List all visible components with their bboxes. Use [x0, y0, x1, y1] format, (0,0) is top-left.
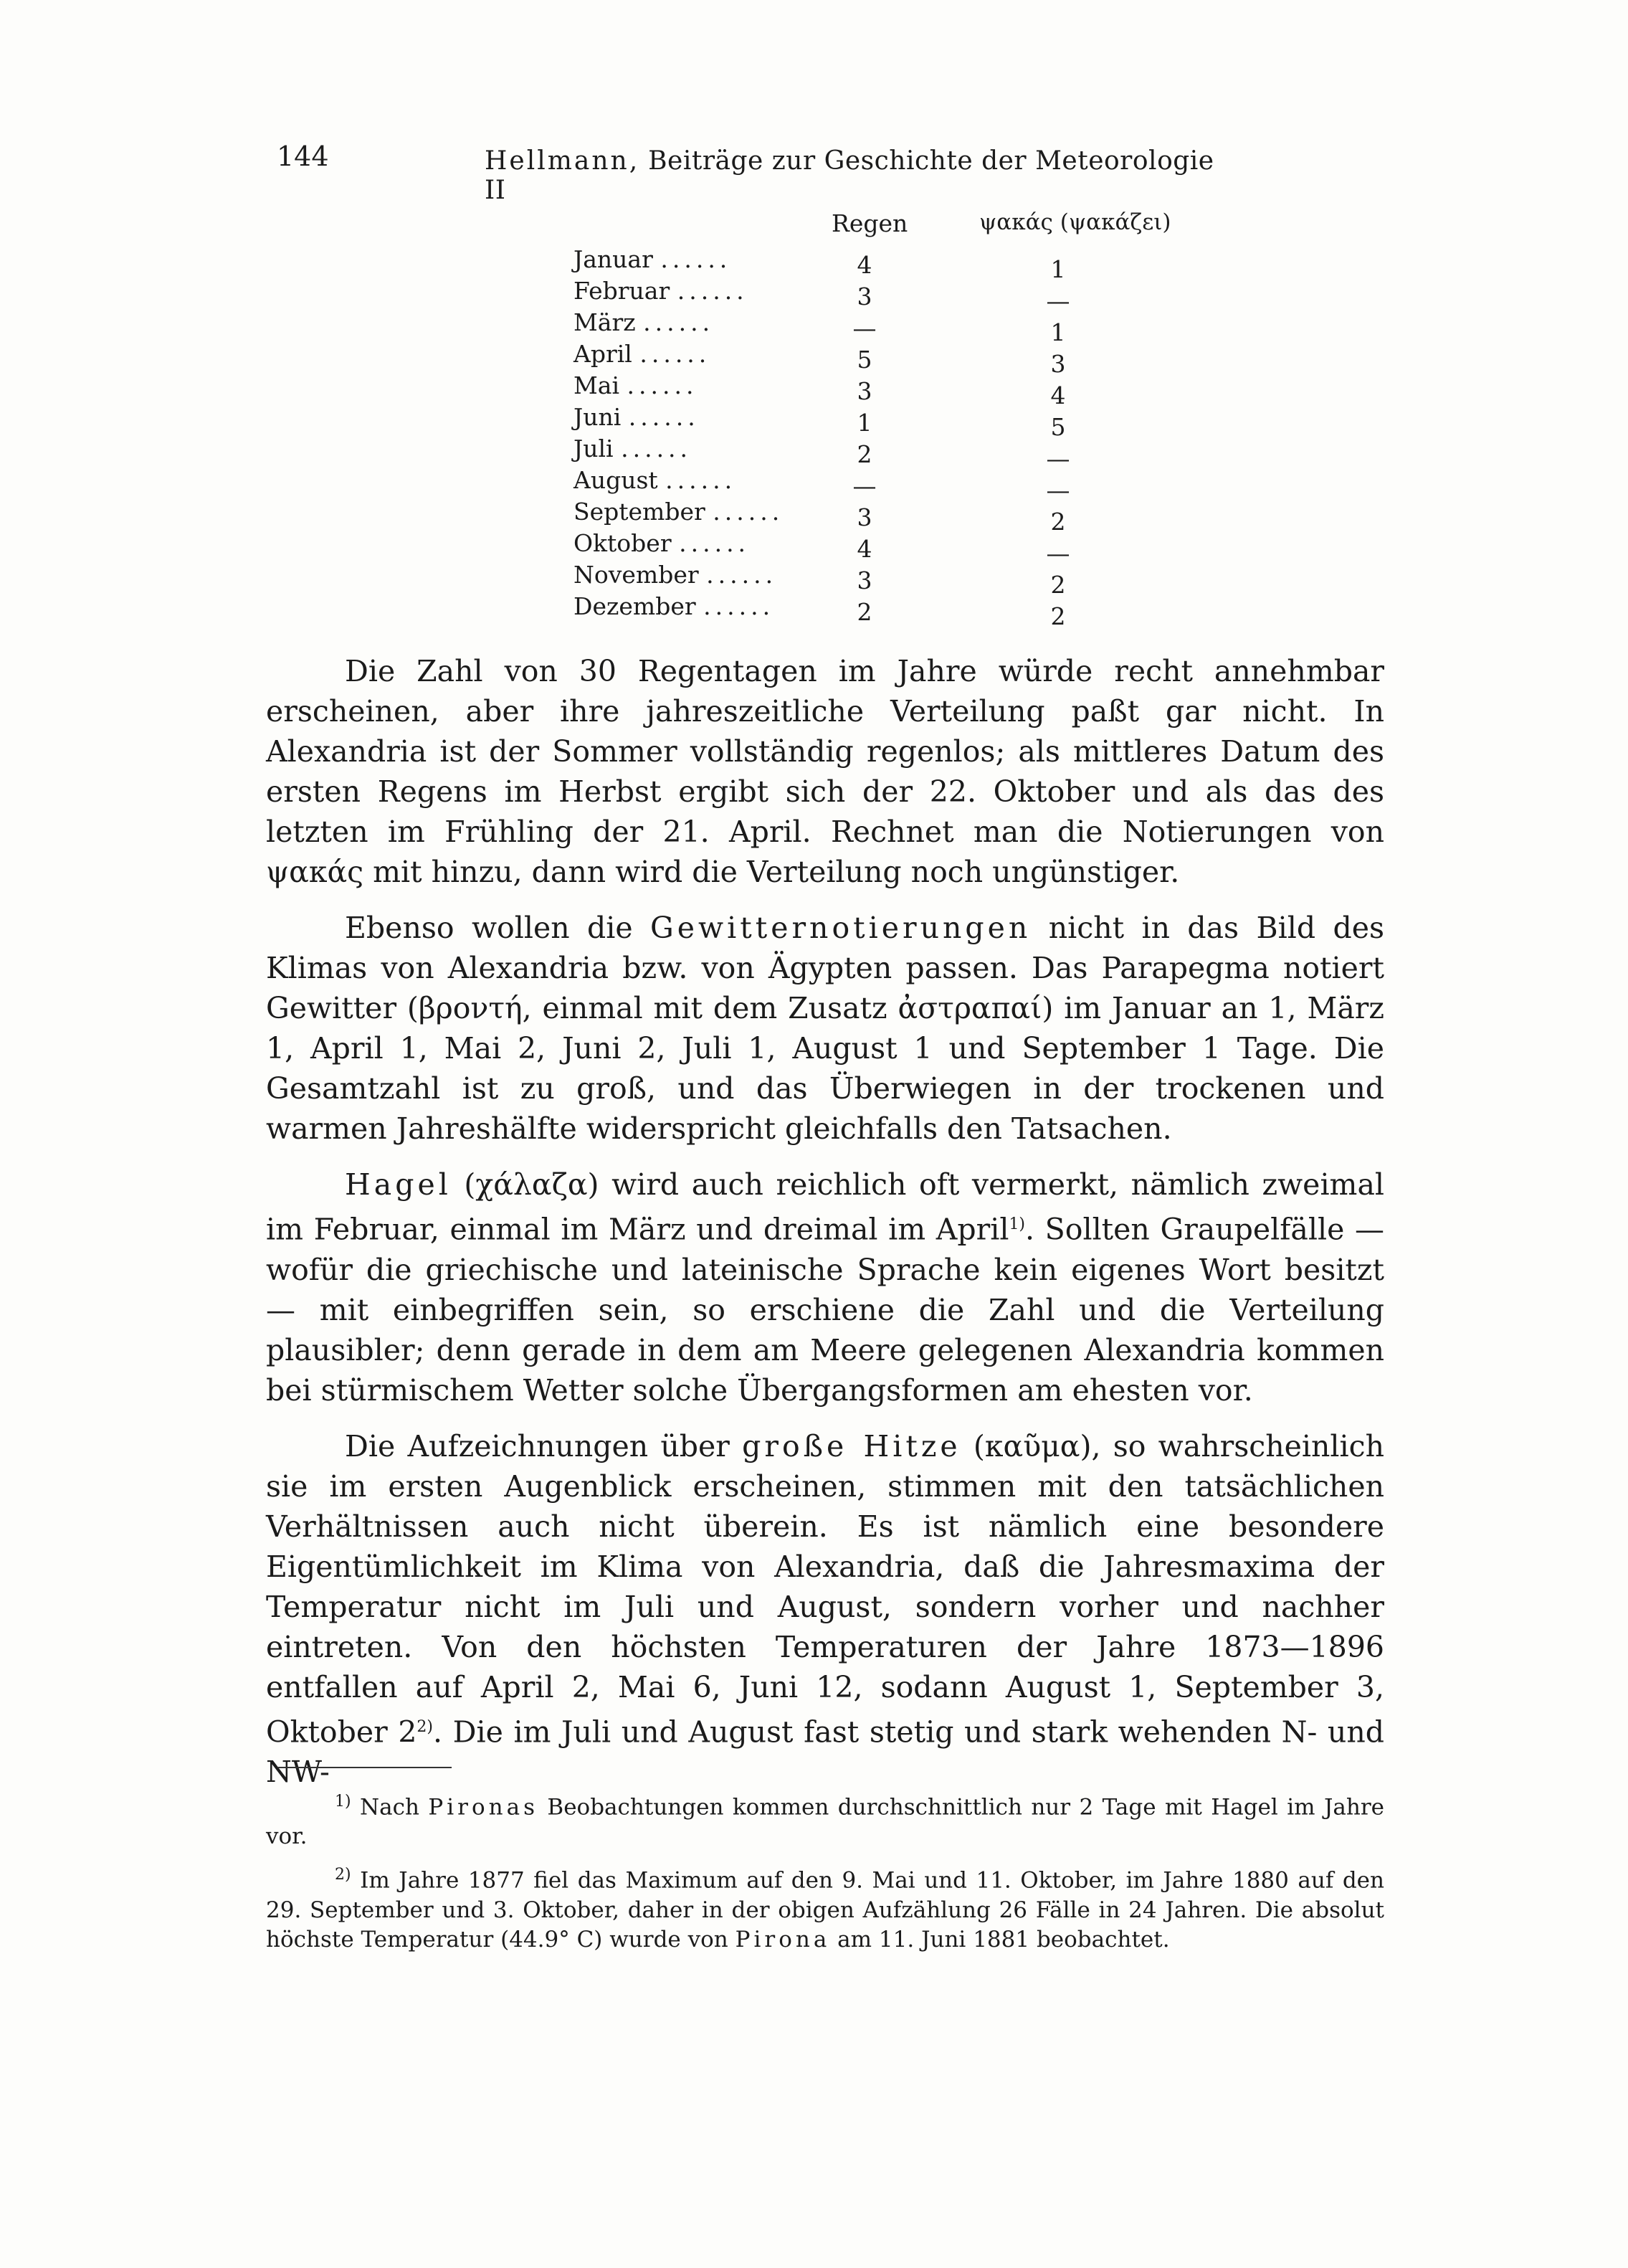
paragraph-4-text-a: Die Aufzeichnungen über: [345, 1428, 743, 1463]
month-name: August: [573, 466, 658, 494]
paragraph-3-text-a: (χάλαζα) wird auch reichlich oft vermerkt, nämlich zweimal im Februar, einmal im März und dreimal im April: [266, 1167, 1384, 1247]
paragraph-2-text-b: nicht in das Bild des Klimas von Alexandria bzw. von Ägypten passen. Das Parapegma notiert Gewitter (βροντή, einmal mit dem Zusatz ἀστραπαί) im Januar an 1, März 1, April 1, Mai 2, Juni 2, Juli 1, August 1 und September 1 Tage. Die Gesamtzahl ist zu groß, und das Überwiegen in der trockenen und warmen Jahreshälfte widerspricht gleichfalls den Tatsachen.: [266, 911, 1384, 1146]
rain-value: 5: [857, 346, 872, 374]
table-row: [573, 435, 1190, 473]
paragraph-1: Die Zahl von 30 Regentagen im Jahre würde recht annehmbar erscheinen, aber ihre jahreszeitliche Verteilung paßt gar nicht. In Alexandria ist der Sommer vollständig regenlos; als mittleres Datum des ersten Regens im Herbst ergibt sich der 22. Oktober und als das des letzten im Frühling der 21. April. Rechnet man die Notierungen von ψακάς mit hinzu, dann wird die Verteilung noch ungünstiger.: [266, 654, 1384, 889]
table-row: [573, 371, 1190, 409]
month-label: [573, 466, 736, 494]
footnote-2: [266, 1860, 1384, 1954]
leader-dots: ......: [703, 592, 775, 620]
table-row: [573, 498, 1190, 536]
month-name: März: [573, 308, 636, 336]
running-title: [485, 146, 1223, 205]
leader-dots: ......: [706, 561, 778, 589]
footnote-mark: 2): [335, 1866, 351, 1884]
month-name: Januar: [573, 245, 653, 273]
rain-value: 2: [857, 598, 872, 626]
hail-value: 1: [1050, 318, 1066, 346]
paragraph-4: [266, 1426, 1384, 1793]
footnotes: [266, 1787, 1384, 1963]
leader-dots: ......: [713, 498, 784, 526]
rain-value: —: [852, 472, 877, 500]
spaced-term: Gewitternotierungen: [650, 911, 1032, 945]
table-row: [573, 245, 1190, 283]
paragraph-4-text-c: . Die im Juli und August fast stetig und stark wehenden N- und NW-: [266, 1714, 1384, 1790]
column-header-hail: ψακάς (ψακάζει): [979, 209, 1171, 235]
leader-dots: ......: [679, 529, 751, 557]
table-row: [573, 403, 1190, 441]
month-name: Mai: [573, 371, 620, 399]
spaced-term: Hagel: [345, 1167, 452, 1202]
page-number: 144: [277, 141, 329, 172]
table-row: [573, 277, 1190, 315]
hail-value: —: [1046, 476, 1070, 504]
paragraph-2: [266, 908, 1384, 1149]
month-label: [573, 561, 777, 589]
month-label: [573, 592, 774, 620]
month-label: [573, 435, 692, 462]
table-row: [573, 340, 1190, 378]
month-name: September: [573, 498, 705, 526]
leader-dots: ......: [639, 340, 711, 368]
body-text: [266, 651, 1384, 1808]
footnote-divider: [278, 1767, 452, 1768]
hail-value: —: [1046, 539, 1070, 567]
month-label: [573, 403, 700, 431]
month-label: [573, 498, 784, 526]
leader-dots: ......: [628, 403, 700, 431]
footnote-1-text-b: Beobachtungen kommen durchschnittlich nur 2 Tage mit Hagel im Jahre vor.: [266, 1794, 1384, 1850]
month-label: [573, 277, 748, 305]
running-title-author: Hellmann,: [485, 146, 640, 176]
month-name: Dezember: [573, 592, 696, 620]
hail-value: 4: [1050, 381, 1066, 409]
paragraph-3: [266, 1164, 1384, 1410]
footnote-1-text-a: Nach: [351, 1794, 429, 1821]
table-row: [573, 529, 1190, 567]
hail-value: 2: [1050, 571, 1066, 599]
rain-value: 4: [857, 535, 872, 563]
hail-value: —: [1046, 445, 1070, 473]
footnote-ref-1: 1): [1009, 1215, 1026, 1233]
spaced-term: Pironas: [428, 1794, 538, 1821]
rain-value: 1: [857, 409, 872, 437]
footnote-2-text-b: am 11. Juni 1881 beobachtet.: [830, 1926, 1170, 1953]
footnote-mark: 1): [335, 1793, 351, 1811]
month-label: [573, 529, 750, 557]
rain-value: 3: [857, 503, 872, 531]
table-row: [573, 592, 1190, 630]
footnote-ref-2: 2): [416, 1717, 433, 1736]
month-label: [573, 340, 710, 368]
table-row: [573, 308, 1190, 346]
leader-dots: ......: [677, 277, 748, 305]
spaced-term: große Hitze: [742, 1428, 961, 1463]
rain-value: 3: [857, 377, 872, 405]
paragraph-2-text-a: Ebenso wollen die: [345, 911, 651, 945]
spaced-term: Pirona: [735, 1926, 831, 1953]
running-title-text: Beiträge zur Geschichte der Meteorologie II: [485, 146, 1214, 205]
rain-value: 3: [857, 283, 872, 310]
hail-value: 2: [1050, 508, 1066, 536]
leader-dots: ......: [665, 466, 737, 494]
hail-value: 1: [1050, 255, 1066, 283]
leader-dots: ......: [627, 371, 698, 399]
rain-value: 3: [857, 566, 872, 594]
leader-dots: ......: [660, 245, 732, 273]
leader-dots: ......: [621, 435, 692, 462]
table-row: [573, 466, 1190, 504]
month-name: Juli: [573, 435, 614, 462]
month-label: [573, 308, 714, 336]
paragraph-3-text-b: . Sollten Graupelfälle — wofür die griechische und lateinische Sprache kein eigenes Wort besitzt — mit einbegriffen sein, so erschiene die Zahl und die Verteilung plausibler; denn gerade in dem am Meere gelegenen Alexandria kommen bei stürmischem Wetter solche Übergangsformen am ehesten vor.: [266, 1212, 1384, 1408]
month-label: [573, 371, 698, 399]
month-name: April: [573, 340, 632, 368]
month-name: Juni: [573, 403, 622, 431]
rain-value: 4: [857, 251, 872, 279]
footnote-1: [266, 1787, 1384, 1851]
column-header-rain: Regen: [832, 209, 908, 237]
hail-value: 3: [1050, 350, 1066, 378]
page-header: [277, 141, 1223, 205]
table-row: [573, 561, 1190, 599]
month-name: Oktober: [573, 529, 672, 557]
hail-value: 5: [1050, 413, 1066, 441]
month-name: Februar: [573, 277, 670, 305]
paragraph-4-text-b: (καῦμα), so wahrscheinlich sie im ersten Augenblick erscheinen, stimmen mit den tatsächlichen Verhältnissen auch nicht überein. Es ist nämlich eine besondere Eigentümlichkeit im Klima von Alexandria, daß die Jahresmaxima der Temperatur nicht im Juli und August, sondern vorher und nachher eintreten. Von den höchsten Temperaturen der Jahre 1873—1896 entfallen auf April 2, Mai 6, Juni 12, sodann August 1, September 3, Oktober 2: [266, 1428, 1385, 1750]
rain-value: —: [852, 314, 877, 342]
month-name: November: [573, 561, 699, 589]
leader-dots: ......: [643, 308, 715, 336]
hail-value: 2: [1050, 602, 1066, 630]
hail-value: —: [1046, 287, 1070, 315]
month-label: [573, 245, 731, 273]
rain-value: 2: [857, 440, 872, 468]
footnote-2-text-a: Im Jahre 1877 fiel das Maximum auf den 9. Mai und 11. Oktober, im Jahre 1880 auf den 29. September und 3. Oktober, daher in der obigen Aufzählung 26 Fälle in 24 Jahren. Die absolut höchste Temperatur (44.9° C) wurde von: [266, 1867, 1384, 1953]
